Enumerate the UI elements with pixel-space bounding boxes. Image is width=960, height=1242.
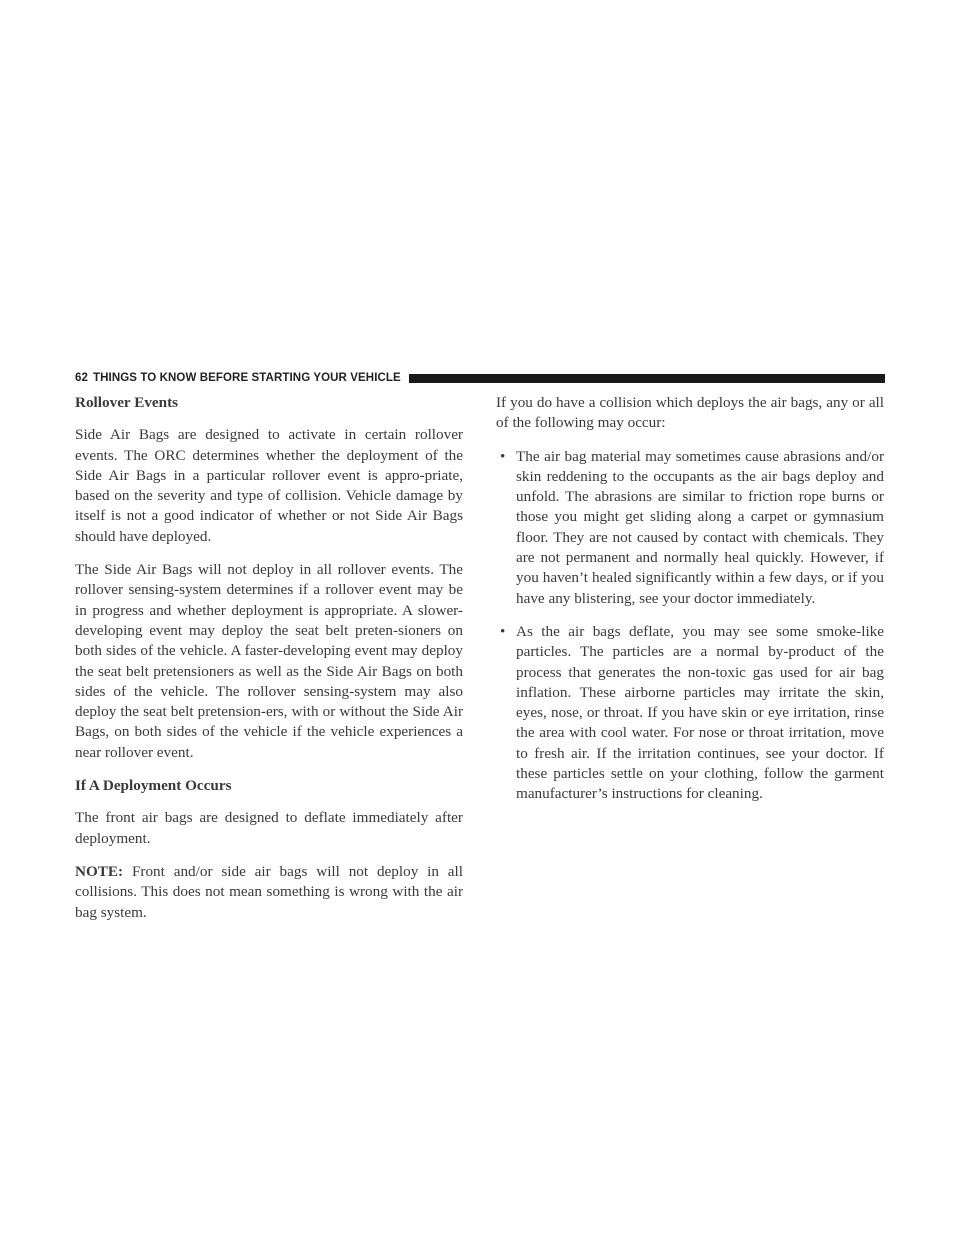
header-rule [409, 374, 885, 383]
collision-intro: If you do have a collision which deploys the air bags, any or all of the following may occur: [496, 394, 884, 432]
list-item-text: As the air bags deflate, you may see some smoke-like particles. The particles are a normal by-product of the process that generates the non-toxic gas used for air bag inflation. These airborne particles may irritate the skin, eyes, nose, or throat. If you have skin or eye irritation, rinse the area with cool water. For nose or throat irritation, move to fresh air. If the irritation continues, see your doctor. If these particles settle on your clothing, follow the garment manufacturer’s instructions for cleaning. [516, 622, 884, 803]
left-column [75, 393, 463, 936]
page-header [75, 370, 885, 386]
list-item [496, 447, 884, 609]
header-title: THINGS TO KNOW BEFORE STARTING YOUR VEHICLE [93, 372, 401, 384]
list-item [496, 622, 884, 805]
note-text: Front and/or side air bags will not deploy in all collisions. This does not mean something is wrong with the air bag system. [75, 862, 463, 921]
effects-list [496, 447, 884, 805]
rollover-paragraph-1: Side Air Bags are designed to activate in certain rollover events. The ORC determines whether the deployment of the Side Air Bags in a particular rollover event is appro-priate, based on the severity and type of collision. Vehicle damage by itself is not a good indicator of whether or not Side Air Bags should have deployed. [75, 426, 463, 545]
list-item-text: The air bag material may sometimes cause abrasions and/or skin reddening to the occupants as the air bags deploy and unfold. The abrasions are similar to friction rope burns or those you might get sliding along a carpet or gymnasium floor. They are not caused by contact with chemicals. They are not permanent and normally heal quickly. However, if you haven’t healed significantly within a few days, or if you have any blistering, see your doctor immediately. [516, 447, 884, 607]
rollover-paragraph-2: The Side Air Bags will not deploy in all rollover events. The rollover sensing-system determines if a rollover event may be in progress and whether deployment is appropriate. A slower-developing event may deploy the seat belt preten-sioners on both sides of the vehicle. A faster-developing event may deploy the seat belt pretensioners as well as the Side Air Bags on both sides of the vehicle. The rollover sensing-system may also deploy the seat belt pretension-ers, with or without the Side Air Bags, on both sides of the vehicle if the vehicle experiences a near rollover event. [75, 561, 463, 761]
rollover-events-heading: Rollover Events [75, 394, 179, 411]
right-column [496, 393, 884, 818]
bullet-icon: • [500, 622, 506, 640]
page-number: 62 [75, 372, 88, 384]
note-label: NOTE: [75, 862, 124, 880]
note-paragraph [75, 862, 463, 923]
deployment-heading: If A Deployment Occurs [75, 777, 232, 795]
deployment-paragraph: The front air bags are designed to deflate immediately after deployment. [75, 809, 463, 847]
bullet-icon: • [500, 447, 506, 465]
